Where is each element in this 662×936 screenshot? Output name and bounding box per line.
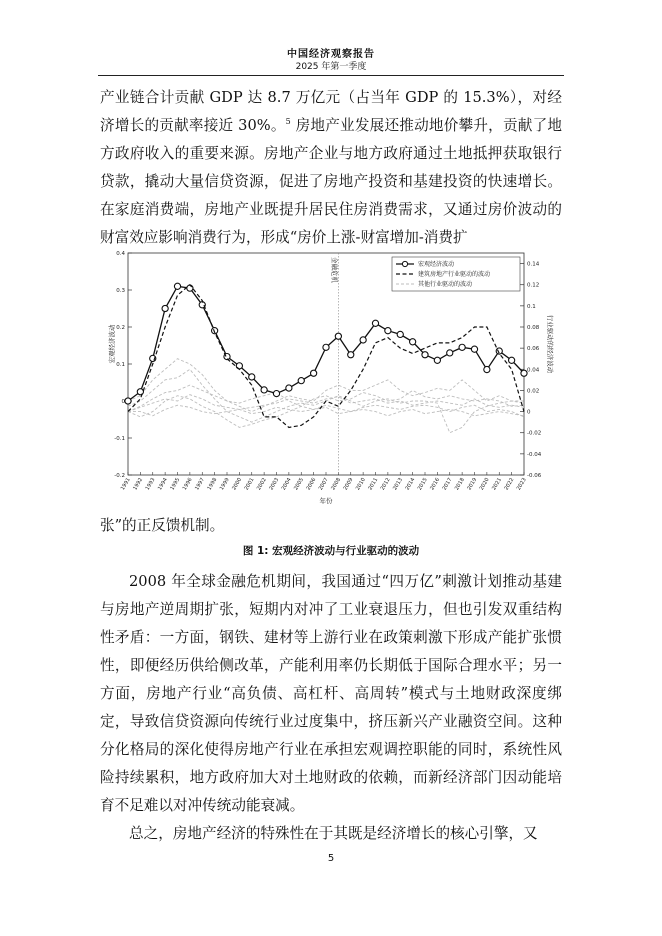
macro-point bbox=[286, 385, 292, 391]
x-tick-label: 2001 bbox=[243, 477, 256, 492]
x-tick-label: 1993 bbox=[144, 477, 157, 492]
y-left-axis-label: 宏观经济波动 bbox=[108, 324, 116, 364]
macro-point bbox=[447, 350, 453, 356]
figure-caption: 图 1: 宏观经济波动与行业驱动的波动 bbox=[242, 545, 420, 557]
macro-point bbox=[360, 337, 366, 343]
chart-svg bbox=[110, 247, 560, 515]
x-tick-label: 2007 bbox=[317, 477, 330, 492]
y-right-tick-label: 0.06 bbox=[527, 346, 540, 353]
x-tick-label: 1997 bbox=[194, 477, 206, 492]
x-tick-label: 2003 bbox=[268, 477, 281, 492]
y-right-tick-label: -0.06 bbox=[527, 473, 542, 479]
macro-point bbox=[323, 344, 329, 350]
macro-point bbox=[335, 333, 341, 339]
x-tick-label: 2005 bbox=[293, 477, 305, 492]
paragraph-1-tail: 张”的正反馈机制。 bbox=[100, 517, 225, 534]
x-tick-label: 2012 bbox=[379, 477, 392, 492]
x-tick-label: 2008 bbox=[330, 477, 343, 492]
x-tick-label: 1991 bbox=[119, 477, 132, 492]
series-line-0 bbox=[128, 286, 524, 401]
series-line-1 bbox=[128, 285, 524, 428]
y-right-tick-label: 0.14 bbox=[527, 261, 540, 268]
page-number: 5 bbox=[327, 853, 335, 864]
x-tick-label: 2015 bbox=[416, 477, 429, 492]
macro-point bbox=[298, 378, 304, 384]
macro-point bbox=[434, 357, 440, 363]
y-right-tick-label: -0.02 bbox=[527, 430, 542, 437]
x-tick-label: 2021 bbox=[491, 477, 503, 492]
macro-point bbox=[385, 328, 391, 334]
macro-point bbox=[249, 374, 255, 380]
macro-point bbox=[459, 344, 465, 350]
y-left-tick-label: -0.2 bbox=[114, 473, 125, 479]
x-tick-label: 1999 bbox=[218, 477, 231, 492]
macro-point bbox=[311, 370, 317, 376]
x-tick-label: 2016 bbox=[429, 477, 442, 492]
macro-point bbox=[422, 352, 428, 358]
y-right-tick-label: 0.02 bbox=[527, 388, 540, 395]
y-left-tick-label: 0.1 bbox=[116, 362, 125, 368]
paragraph-1-rest: 房地产业发展还推动地价攀升，贡献了地方政府收入的重要来源。房地产企业与地方政府通过土地抵押获取银行贷款，撬动大量信贷资源，促进了房地产投资和基建投资的快速增长。在家庭消费端，房地产业既提升居民住房消费需求，又通过房价波动的财富效应影响消费行为，形成“房价上涨-财富增加-消费扩 bbox=[100, 117, 562, 246]
footnote-mark: 5 bbox=[285, 117, 291, 127]
x-tick-label: 2023 bbox=[515, 477, 528, 492]
x-tick-label: 1998 bbox=[206, 477, 219, 492]
macro-point bbox=[471, 346, 477, 352]
macro-point bbox=[372, 320, 378, 326]
macro-point bbox=[174, 283, 180, 289]
macro-point bbox=[348, 352, 354, 358]
x-tick-label: 2011 bbox=[367, 477, 380, 492]
y-left-tick-label: -0.1 bbox=[114, 436, 125, 442]
paragraph-2: 2008 年全球金融危机期间，我国通过“四万亿”刺激计划推动基建与房地产逆周期扩张，短期内对冲了工业衰退压力，但也引发双重结构性矛盾：一方面，钢铁、建材等上游行业在政策刺激下形成产能扩张惯性，即便经历供给侧改革，产能利用率仍长期低于国际合理水平；另一方面，房地产行业“高负债、高杠杆、高周转”模式与土地财政深度绑定，导致信贷资源向传统行业过度集中，挤压新兴产业融资空间。这种分化格局的深化使得房地产行业在承担宏观调控职能的同时，系统性风险持续累积，地方政府加大对土地财政的依赖，而新经济部门因动能培育不足难以对冲传统动能衰减。 bbox=[100, 573, 562, 814]
x-tick-label: 2004 bbox=[280, 477, 293, 492]
paragraph-1-text: 产业链合计贡献 GDP 达 8.7 万亿元（占当年 GDP 的 15.3%），对经济增长的贡献率接近 30%。 bbox=[100, 89, 562, 134]
legend-label-2: 其他行业驱动的波动 bbox=[418, 281, 473, 289]
x-axis-label: 年份 bbox=[319, 497, 333, 505]
macro-point bbox=[521, 370, 527, 376]
y-right-tick-label: 0.04 bbox=[527, 367, 540, 374]
macro-point bbox=[410, 339, 416, 345]
y-right-tick-label: -0.04 bbox=[527, 451, 542, 458]
macro-point bbox=[261, 387, 267, 393]
macro-point bbox=[484, 366, 490, 372]
x-tick-label: 1992 bbox=[132, 477, 145, 492]
x-tick-label: 2020 bbox=[478, 477, 491, 492]
y-left-tick-label: 0.3 bbox=[116, 288, 125, 294]
y-right-axis-label: 行业驱动的经济波动 bbox=[546, 314, 554, 374]
x-tick-label: 2022 bbox=[503, 477, 516, 492]
x-tick-label: 2010 bbox=[355, 477, 367, 492]
y-left-tick-label: 0.4 bbox=[116, 251, 125, 257]
x-tick-label: 1995 bbox=[169, 477, 182, 492]
y-left-tick-label: 0 bbox=[121, 399, 125, 405]
x-tick-label: 2013 bbox=[392, 477, 404, 492]
macro-point bbox=[187, 285, 193, 291]
y-right-tick-label: 0.1 bbox=[527, 303, 536, 310]
x-tick-label: 2018 bbox=[454, 477, 466, 492]
legend-label-1: 建筑房地产行业驱动的波动 bbox=[418, 271, 491, 279]
macro-point bbox=[509, 357, 515, 363]
y-left-tick-label: 0.2 bbox=[116, 325, 125, 331]
x-tick-label: 2017 bbox=[441, 477, 454, 492]
x-tick-label: 2002 bbox=[256, 477, 268, 492]
y-right-tick-label: 0 bbox=[527, 409, 531, 416]
x-tick-label: 1994 bbox=[157, 477, 169, 492]
x-tick-label: 2019 bbox=[466, 477, 479, 492]
figure-1 bbox=[110, 247, 560, 515]
x-tick-label: 2009 bbox=[342, 477, 355, 492]
y-right-tick-label: 0.12 bbox=[527, 282, 540, 289]
paragraph-1 bbox=[100, 84, 562, 252]
paragraph-3: 总之，房地产经济的特殊性在于其既是经济增长的核心引擎，又 bbox=[129, 825, 538, 842]
legend-marker bbox=[402, 261, 407, 266]
macro-point bbox=[397, 331, 403, 337]
x-tick-label: 2014 bbox=[404, 477, 417, 492]
header-rule bbox=[98, 75, 564, 76]
legend-label-0: 宏观经济波动 bbox=[418, 261, 455, 269]
y-right-tick-label: 0.08 bbox=[527, 325, 540, 331]
crisis-annotation: 金融危机 bbox=[330, 257, 339, 283]
journal-title: 中国经济观察报告 bbox=[287, 49, 375, 60]
x-tick-label: 2000 bbox=[231, 477, 244, 492]
x-tick-label: 2006 bbox=[305, 477, 318, 492]
issue-line: 2025 年第一季度 bbox=[295, 62, 367, 72]
page-header bbox=[98, 48, 564, 73]
series-line-6 bbox=[128, 395, 524, 412]
macro-point bbox=[125, 398, 131, 404]
macro-point bbox=[162, 305, 168, 311]
macro-point bbox=[273, 391, 279, 397]
x-tick-label: 1996 bbox=[181, 477, 194, 492]
